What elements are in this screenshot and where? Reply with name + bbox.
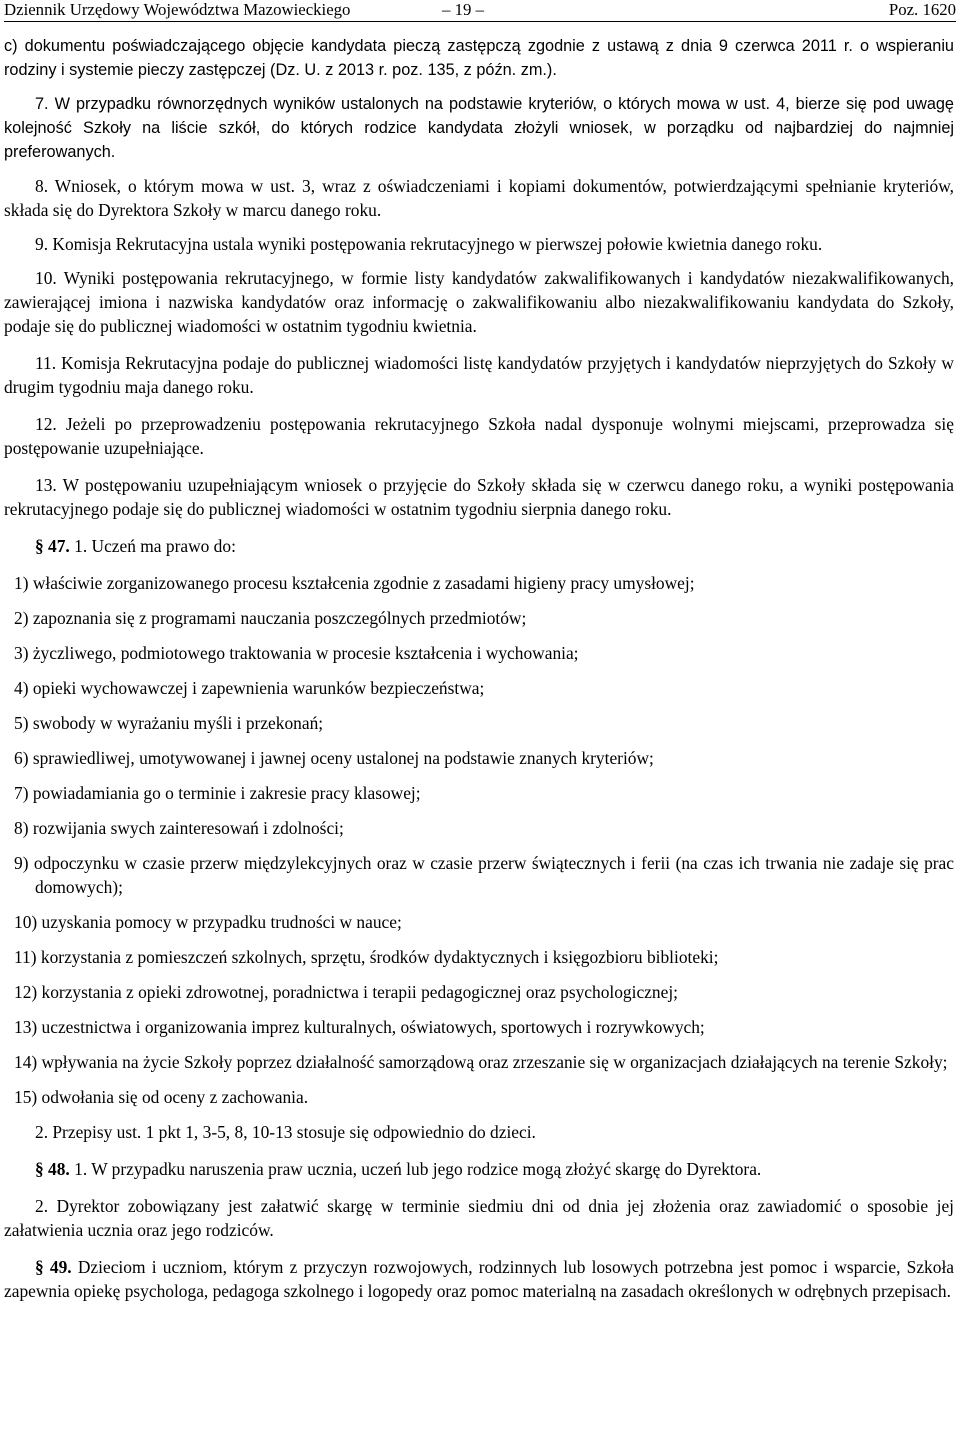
section-48-text: 1. W przypadku naruszenia praw ucznia, uczeń lub jego rodzice mogą złożyć skargę do Dyrektora. xyxy=(69,1159,762,1179)
section-47-intro-text: 1. Uczeń ma prawo do: xyxy=(69,536,236,556)
section-47-intro xyxy=(4,534,954,558)
paragraph-8: 8. Wniosek, o którym mowa w ust. 3, wraz z oświadczeniami i kopiami dokumentów, potwierdzającymi spełnianie kryteriów, składa się do Dyrektora Szkoły w marcu danego roku. xyxy=(4,176,954,220)
document-body xyxy=(4,34,954,1313)
journal-title: Dziennik Urzędowy Województwa Mazowieckiego xyxy=(4,0,351,19)
page-number: – 19 – xyxy=(442,0,484,19)
section-49-number: § 49. xyxy=(35,1257,72,1277)
list-item: 1) właściwie zorganizowanego procesu kształcenia zgodnie z zasadami higieny pracy umysłowej; xyxy=(14,573,695,593)
paragraph-7: 7. W przypadku równorzędnych wyników ustalonych na podstawie kryteriów, o których mowa w ust. 4, bierze się pod uwagę kolejność Szkoły na liście szkół, do których rodzice kandydata złożyli wniosek, w porządku od najbardziej do najmniej preferowanych. xyxy=(4,95,954,161)
list-item: 3) życzliwego, podmiotowego traktowania w procesie kształcenia i wychowania; xyxy=(14,643,579,663)
list-item: 4) opieki wychowawczej i zapewnienia warunków bezpieczeństwa; xyxy=(14,678,485,698)
paragraph-11: 11. Komisja Rekrutacyjna podaje do publicznej wiadomości listę kandydatów przyjętych i kandydatów nieprzyjętych do Szkoły w drugim tygodniu maja danego roku. xyxy=(4,353,954,397)
section-48-number: § 48. xyxy=(35,1159,70,1179)
list-item: 14) wpływania na życie Szkoły poprzez działalność samorządową oraz zrzeszanie się w organizacjach działających na terenie Szkoły; xyxy=(14,1052,948,1072)
section-49-text: Dzieciom i uczniom, którym z przyczyn rozwojowych, rodzinnych lub losowych potrzebna jest pomoc i wsparcie, Szkoła zapewnia opiekę psychologa, pedagoga szkolnego i logopedy oraz pomoc materialną na zasadach określonych w odrębnych przepisach. xyxy=(4,1257,954,1301)
list-item: 10) uzyskania pomocy w przypadku trudności w nauce; xyxy=(14,912,402,932)
page-header xyxy=(4,0,956,22)
section-47-number: § 47. xyxy=(35,536,70,556)
list-item: 13) uczestnictwa i organizowania imprez kulturalnych, oświatowych, sportowych i rozrywkowych; xyxy=(14,1017,705,1037)
list-item: 11) korzystania z pomieszczeń szkolnych, sprzętu, środków dydaktycznych i księgozbioru biblioteki; xyxy=(14,947,719,967)
section-48-paragraph-1 xyxy=(4,1157,954,1181)
paragraph-9: 9. Komisja Rekrutacyjna ustala wyniki postępowania rekrutacyjnego w pierwszej połowie kwietnia danego roku. xyxy=(35,234,823,254)
rights-list xyxy=(4,571,954,1109)
section-47-paragraph-2: 2. Przepisy ust. 1 pkt 1, 3-5, 8, 10-13 stosuje się odpowiednio do dzieci. xyxy=(35,1122,536,1142)
list-item: 2) zapoznania się z programami nauczania poszczególnych przedmiotów; xyxy=(14,608,527,628)
list-item: 9) odpoczynku w czasie przerw międzylekcyjnych oraz w czasie przerw świątecznych i ferii (na czas ich trwania nie zadaje się prac domowych); xyxy=(14,853,954,897)
position-number: Poz. 1620 xyxy=(888,0,956,19)
list-item: 8) rozwijania swych zainteresowań i zdolności; xyxy=(14,818,344,838)
list-item: 6) sprawiedliwej, umotywowanej i jawnej oceny ustalonej na podstawie znanych kryteriów; xyxy=(14,748,654,768)
paragraph-12: 12. Jeżeli po przeprowadzeniu postępowania rekrutacyjnego Szkoła nadal dysponuje wolnymi miejscami, przeprowadza się postępowanie uzupełniające. xyxy=(4,414,954,458)
list-item: 5) swobody w wyrażaniu myśli i przekonań; xyxy=(14,713,324,733)
paragraph-13: 13. W postępowaniu uzupełniającym wniosek o przyjęcie do Szkoły składa się w czerwcu danego roku, a wyniki postępowania rekrutacyjnego podaje się do publicznej wiadomości w ostatnim tygodniu sierpnia danego roku. xyxy=(4,475,954,519)
section-48-paragraph-2: 2. Dyrektor zobowiązany jest załatwić skargę w terminie siedmiu dni od dnia jej złożenia oraz zawiadomić o sposobie jej załatwienia ucznia oraz jego rodziców. xyxy=(4,1196,954,1240)
list-item: 12) korzystania z opieki zdrowotnej, poradnictwa i terapii pedagogicznej oraz psychologicznej; xyxy=(14,982,678,1002)
paragraph-c: c) dokumentu poświadczającego objęcie kandydata pieczą zastępczą zgodnie z ustawą z dnia 9 czerwca 2011 r. o wspieraniu rodziny i systemie pieczy zastępczej (Dz. U. z 2013 r. poz. 135, z późn. zm.). xyxy=(4,37,954,79)
section-49 xyxy=(4,1255,954,1303)
header-rule xyxy=(4,21,956,22)
list-item: 7) powiadamiania go o terminie i zakresie pracy klasowej; xyxy=(14,783,421,803)
list-item: 15) odwołania się od oceny z zachowania. xyxy=(14,1087,309,1107)
paragraph-10: 10. Wyniki postępowania rekrutacyjnego, w formie listy kandydatów zakwalifikowanych i kandydatów niezakwalifikowanych, zawierającej imiona i nazwiska kandydatów oraz informację o zakwalifikowaniu albo niezakwalifikowaniu kandydata do Szkoły, podaje się do publicznej wiadomości w ostatnim tygodniu kwietnia. xyxy=(4,268,954,336)
